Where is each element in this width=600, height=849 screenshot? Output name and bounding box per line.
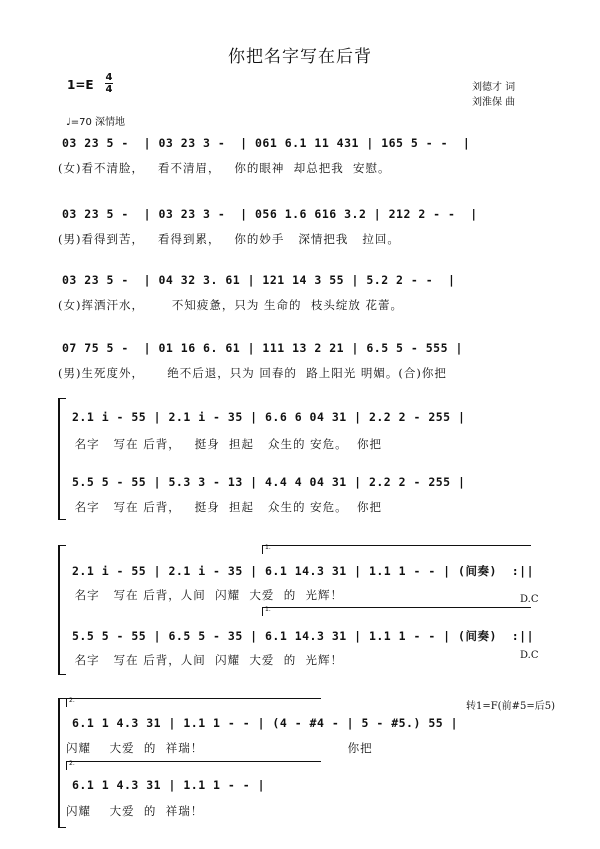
lyric-line-3: (女)挥洒汗水， 不知疲惫，只为 生命的 枝头绽放 花蕾。 xyxy=(58,298,404,312)
composer-credit: 刘淮保 曲 xyxy=(472,97,516,108)
lyric-line-1: (女)看不清脸， 看不清眉， 你的眼神 却总把我 安慰。 xyxy=(58,161,391,175)
notation-line-8: 5.5 5 - 55 | 6.5 5 - 35 | 6.1 14.3 31 | 1.1 1 - - | (间奏) :|| xyxy=(72,629,534,643)
lyric-line-4: (男)生死度外， 绝不后退，只为 回春的 路上阳光 明媚。(合)你把 xyxy=(58,366,447,380)
lyric-line-7: 名字 写在 后背，人间 闪耀 大爱 的 光辉！ xyxy=(70,588,344,602)
time-signature-bottom: 4 xyxy=(105,84,113,95)
notation-line-1: 03 23 5 - | 03 23 3 - | 061 6.1 11 431 | 165 5 - - | xyxy=(62,136,471,150)
ending-brace xyxy=(58,698,66,828)
time-signature-top: 4 xyxy=(105,72,113,83)
lyricist-credit: 刘德才 词 xyxy=(472,82,516,93)
second-ending-bracket-2: 2. xyxy=(66,761,321,770)
lyric-line-10: 闪耀 大爱 的 祥瑞！ xyxy=(66,804,204,818)
notation-line-3: 03 23 5 - | 04 32 3. 61 | 121 14 3 55 | 5.2 2 - - | xyxy=(62,273,456,287)
lyric-line-6: 名字 写在 后背， 挺身 担起 众生的 安危。 你把 xyxy=(70,500,382,514)
first-ending-bracket-1: 1. xyxy=(262,545,531,554)
key-signature: 1=E xyxy=(67,78,94,92)
notation-line-7: 2.1 i - 55 | 2.1 i - 35 | 6.1 14.3 31 | 1.1 1 - - | (间奏) :|| xyxy=(72,564,534,578)
notation-line-2: 03 23 5 - | 03 23 3 - | 056 1.6 616 3.2 | 212 2 - - | xyxy=(62,207,478,221)
credits xyxy=(472,80,515,110)
dc-mark-2: D.C xyxy=(520,650,539,661)
notation-line-9: 6.1 1 4.3 31 | 1.1 1 - - | (4 - #4 - | 5 - #5.) 55 | xyxy=(72,716,459,730)
notation-line-6: 5.5 5 - 55 | 5.3 3 - 13 | 4.4 4 04 31 | 2.2 2 - 255 | xyxy=(72,475,466,489)
lyric-line-9: 闪耀 大爱 的 祥瑞！ 你把 xyxy=(66,741,373,755)
first-ending-bracket-2: 1. xyxy=(262,607,531,616)
dc-mark-1: D.C xyxy=(520,594,539,605)
chorus-brace-1 xyxy=(58,398,66,520)
lyric-line-8: 名字 写在 后背，人间 闪耀 大爱 的 光辉！ xyxy=(70,653,344,667)
second-ending-bracket-1: 2. xyxy=(66,698,321,707)
tempo-marking: ♩=70 深情地 xyxy=(66,117,125,128)
lyric-line-5: 名字 写在 后背， 挺身 担起 众生的 安危。 你把 xyxy=(70,437,382,451)
notation-line-5: 2.1 i - 55 | 2.1 i - 35 | 6.6 6 04 31 | 2.2 2 - 255 | xyxy=(72,410,466,424)
song-title: 你把名字写在后背 xyxy=(228,47,372,67)
notation-line-10: 6.1 1 4.3 31 | 1.1 1 - - | xyxy=(72,778,266,792)
time-signature xyxy=(105,72,113,95)
modulation-note: 转1=F(前#5=后5) xyxy=(466,701,555,712)
lyric-line-2: (男)看得到苦， 看得到累， 你的妙手 深情把我 拉回。 xyxy=(58,232,400,246)
notation-line-4: 07 75 5 - | 01 16 6. 61 | 111 13 2 21 | 6.5 5 - 555 | xyxy=(62,341,463,355)
chorus-brace-2 xyxy=(58,545,66,675)
